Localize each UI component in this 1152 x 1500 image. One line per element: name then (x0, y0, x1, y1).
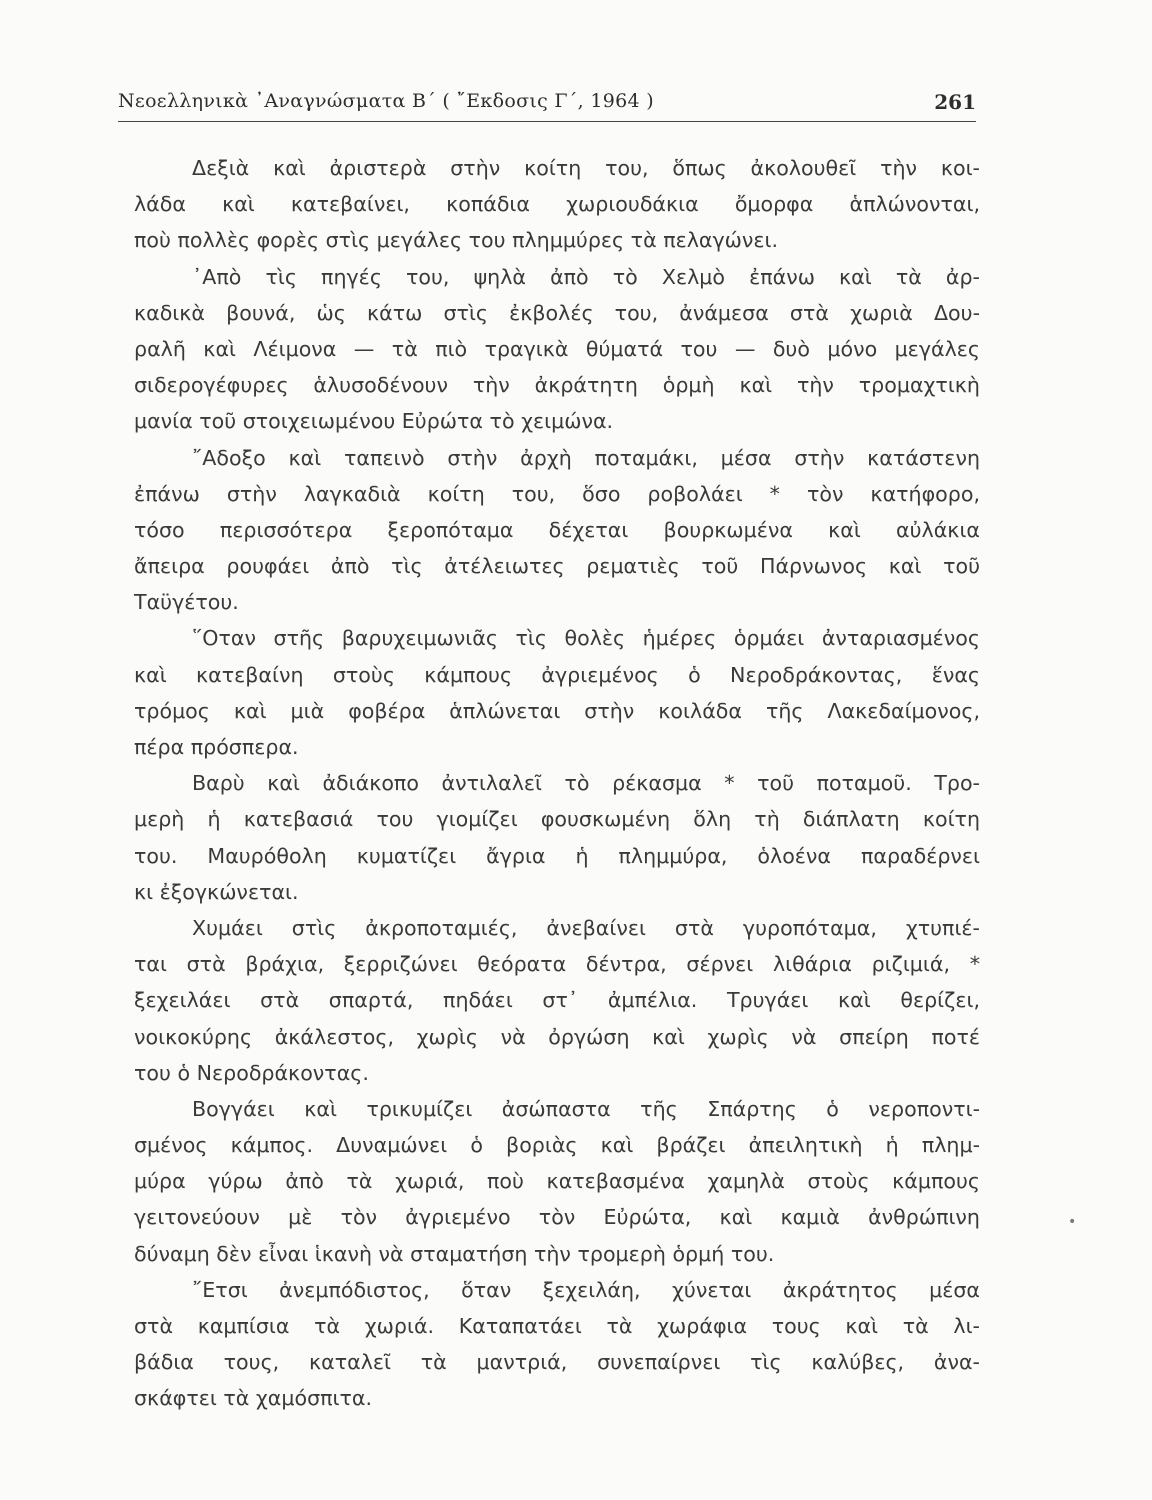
text-line: μύρα γύρω ἀπὸ τὰ χωριά, ποὺ κατεβασμένα χαμηλὰ στοὺς κάμπους (134, 1169, 980, 1194)
running-head (118, 86, 976, 120)
text-line: του. Μαυρόθολη κυματίζει ἄγρια ἡ πλημμύρα, ὁλοένα παραδέρνει (134, 843, 980, 868)
header-rule (118, 121, 976, 122)
text-line: ᾿Απὸ τὶς πηγές του, ψηλὰ ἀπὸ τὸ Χελμὸ ἐπάνω καὶ τὰ ἀρ- (192, 264, 980, 289)
text-line: ται στὰ βράχια, ξερριζώνει θεόρατα δέντρα, σέρνει λιθάρια ριζιμιά, * (134, 952, 980, 977)
text-line: ῎Ετσι ἀνεμπόδιστος, ὅταν ξεχειλάη, χύνεται ἀκράτητος μέσα (192, 1277, 980, 1302)
text-line: ἐπάνω στὴν λαγκαδιὰ κοίτη του, ὅσο ροβολάει * τὸν κατήφορο, (134, 481, 980, 506)
text-line: σμένος κάμπος. Δυναμώνει ὁ βοριὰς καὶ βράζει ἀπειλητικὴ ἡ πλημ- (134, 1133, 980, 1158)
text-line: ἄπειρα ρουφάει ἀπὸ τὶς ἀτέλειωτες ρεματιὲς τοῦ Πάρνωνος καὶ τοῦ (134, 554, 980, 579)
margin-speck: • (1068, 1214, 1077, 1230)
text-line: τρόμος καὶ μιὰ φοβέρα ἁπλώνεται στὴν κοιλάδα τῆς Λακεδαίμονος, (134, 698, 980, 723)
paragraph-6 (134, 910, 980, 1091)
paragraph-7 (134, 1091, 980, 1272)
text-line: σιδερογέφυρες ἁλυσοδένουν τὴν ἀκράτητη ὁρμὴ καὶ τὴν τρομαχτικὴ (134, 373, 980, 398)
text-line: καδικὰ βουνά, ὡς κάτω στὶς ἐκβολές του, ἀνάμεσα στὰ χωριὰ Δου- (134, 300, 980, 325)
paragraph-8 (134, 1272, 980, 1417)
page-number: 261 (934, 90, 976, 114)
running-head-title: Νεοελληνικὰ ᾿Αναγνώσματα Β΄ ( ῎Εκδοσις Γ΄, 1964 ) (118, 90, 654, 112)
text-line: τόσο περισσότερα ξεροπόταμα δέχεται βουρκωμένα καὶ αὐλάκια (134, 517, 980, 542)
body-text (134, 150, 980, 1417)
text-line: Δεξιὰ καὶ ἀριστερὰ στὴν κοίτη του, ὅπως ἀκολουθεῖ τὴν κοι- (192, 156, 980, 180)
text-line: Χυμάει στὶς ἀκροποταμιές, ἀνεβαίνει στὰ γυροπόταμα, χτυπιέ- (192, 915, 980, 940)
text-line: λάδα καὶ κατεβαίνει, κοπάδια χωριουδάκια ὄμορφα ἁπλώνονται, (134, 192, 980, 217)
paragraph-3 (134, 440, 980, 621)
text-line: ποὺ πολλὲς φορὲς στὶς μεγάλες του πλημμύρες τὰ πελαγώνει. (134, 228, 779, 253)
text-line: του ὁ Νεροδράκοντας. (134, 1060, 369, 1085)
text-line: πέρα πρόσπερα. (134, 735, 299, 759)
text-line: ῎Αδοξο καὶ ταπεινὸ στὴν ἀρχὴ ποταμάκι, μέσα στὴν κατάστενη (192, 445, 980, 470)
text-line: νοικοκύρης ἀκάλεστος, χωρὶς νὰ ὀργώση καὶ χωρὶς νὰ σπείρη ποτέ (134, 1024, 980, 1049)
text-line: κι ἐξογκώνεται. (134, 879, 299, 904)
text-line: Ταϋγέτου. (134, 590, 239, 615)
text-line: μερὴ ἡ κατεβασιά του γιομίζει φουσκωμένη ὅλη τὴ διάπλατη κοίτη (134, 807, 980, 832)
paragraph-4 (134, 620, 980, 765)
text-line: βάδια τους, καταλεῖ τὰ μαντριά, συνεπαίρνει τὶς καλύβες, ἀνα- (134, 1350, 980, 1375)
text-line: σκάφτει τὰ χαμόσπιτα. (134, 1386, 373, 1411)
paragraph-5 (134, 765, 980, 910)
text-line: δύναμη δὲν εἶναι ἱκανὴ νὰ σταματήση τὴν τρομερὴ ὁρμή του. (134, 1241, 775, 1266)
text-line: Βαρὺ καὶ ἀδιάκοπο ἀντιλαλεῖ τὸ ρέκασμα * τοῦ ποταμοῦ. Τρο- (192, 771, 980, 796)
paragraph-2 (134, 259, 980, 440)
paragraph-1 (134, 150, 980, 259)
text-line: Βογγάει καὶ τρικυμίζει ἀσώπαστα τῆς Σπάρτης ὁ νεροποντι- (192, 1096, 980, 1121)
text-line: καὶ κατεβαίνη στοὺς κάμπους ἀγριεμένος ὁ Νεροδράκοντας, ἕνας (134, 662, 980, 687)
text-line: ῞Οταν στῆς βαρυχειμωνιᾶς τὶς θολὲς ἡμέρες ὁρμάει ἀνταριασμένος (192, 626, 980, 651)
text-line: γειτονεύουν μὲ τὸν ἀγριεμένο τὸν Εὐρώτα, καὶ καμιὰ ἀνθρώπινη (134, 1205, 980, 1230)
text-line: μανία τοῦ στοιχειωμένου Εὐρώτα τὸ χειμώνα. (134, 409, 614, 434)
text-line: στὰ καμπίσια τὰ χωριά. Καταπατάει τὰ χωράφια τους καὶ τὰ λι- (134, 1314, 980, 1338)
text-line: ξεχειλάει στὰ σπαρτά, πηδάει στ᾿ ἀμπέλια. Τρυγάει καὶ θερίζει, (134, 988, 980, 1013)
text-line: ραλῆ καὶ Λέιμονα — τὰ πιὸ τραγικὰ θύματά του — δυὸ μόνο μεγάλες (134, 336, 980, 361)
